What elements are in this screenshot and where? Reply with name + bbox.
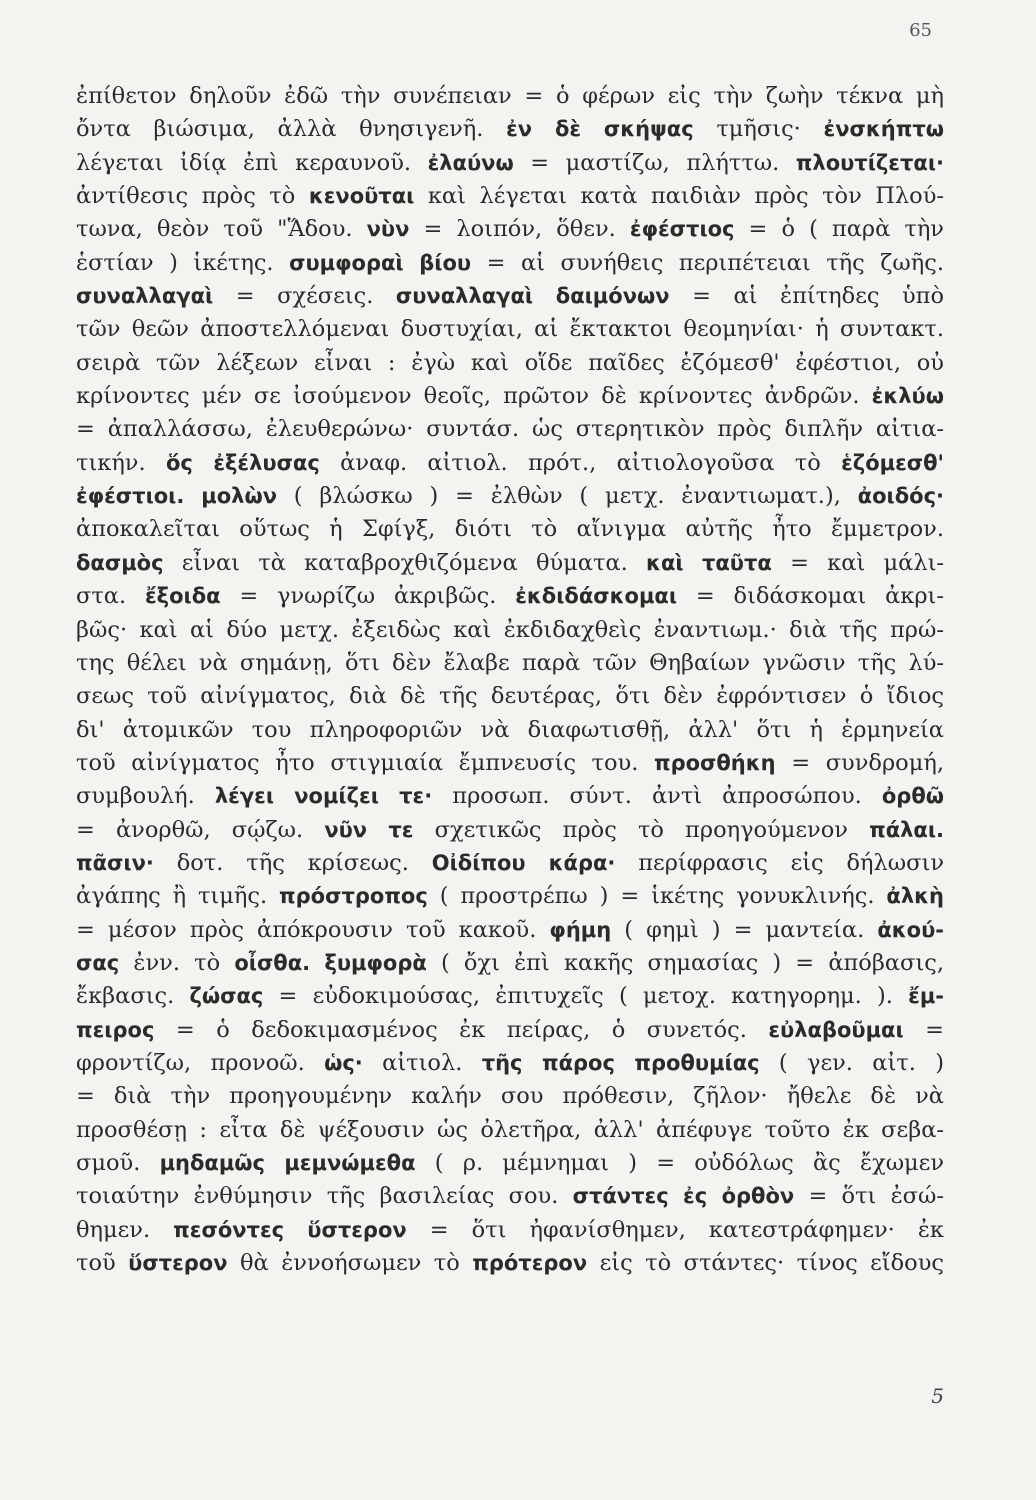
gloss-text: δι' ἀτομικῶν του πληροφοριῶν νὰ διαφωτισθῇ, ἀλλ' ὅτι ἡ ἑρμηνεία bbox=[76, 716, 944, 743]
headword: ὀρθῶ bbox=[881, 784, 944, 809]
gloss-text: = διδάσκομαι ἀκρι- bbox=[677, 583, 944, 610]
text-line bbox=[76, 1214, 944, 1247]
gloss-text: εἶναι τὰ καταβροχθιζόμενα θύματα. bbox=[163, 549, 647, 576]
text-line bbox=[76, 213, 944, 246]
text-line bbox=[76, 914, 944, 947]
gloss-text: = ὅτι ἠφανίσθημεν, κατεστράφημεν· ἐκ bbox=[406, 1216, 944, 1243]
headword: συμφοραὶ βίου bbox=[289, 250, 472, 275]
headword: ἐφέστιοι. μολὼν bbox=[76, 484, 278, 509]
gloss-text: τμῆσις· bbox=[693, 116, 824, 143]
gloss-text: ( προστρέπω ) = ἱκέτης γονυκλινής. bbox=[427, 883, 887, 910]
text-line bbox=[76, 1080, 944, 1113]
commentary-text bbox=[76, 80, 944, 1280]
gloss-text: = σχέσεις. bbox=[213, 283, 396, 310]
text-line bbox=[76, 347, 944, 380]
headword: σας bbox=[76, 950, 120, 975]
headword: ἐφέστιος bbox=[629, 217, 735, 242]
gloss-text: τοιαύτην ἐνθύμησιν τῆς βασιλείας σου. bbox=[76, 1183, 573, 1210]
gloss-text: λέγεται ἰδίᾳ ἐπὶ κεραυνοῦ. bbox=[76, 149, 428, 176]
gloss-text: της θέλει νὰ σημάνῃ, ὅτι δὲν ἔλαβε παρὰ τῶν Θηβαίων γνῶσιν τῆς λύ- bbox=[76, 649, 944, 676]
gloss-text: τοῦ αἰνίγματος ἦτο στιγμιαία ἔμπνευσίς του. bbox=[76, 749, 654, 776]
headword: πᾶσιν· bbox=[76, 850, 154, 875]
text-line bbox=[76, 1047, 944, 1080]
gloss-text: σμοῦ. bbox=[76, 1150, 160, 1176]
headword: προσθήκη bbox=[653, 750, 776, 775]
headword: λέγει νομίζει τε· bbox=[214, 784, 433, 809]
gloss-text: = αἱ ἐπίτηδες ὑπὸ bbox=[669, 283, 944, 310]
gloss-text: σχετικῶς πρὸς τὸ προηγούμενον bbox=[413, 816, 870, 843]
gloss-text: ἐνν. τὸ bbox=[119, 949, 235, 976]
gloss-text: = ὁ δεδοκιμασμένος ἐκ πείρας, ὁ συνετός. bbox=[154, 1016, 769, 1043]
headword: κενοῦται bbox=[308, 184, 415, 209]
headword: καὶ ταῦτα bbox=[646, 550, 772, 575]
gloss-text: = μέσον πρὸς ἀπόκρουσιν τοῦ κακοῦ. bbox=[76, 916, 550, 943]
text-line bbox=[76, 413, 944, 446]
text-line bbox=[76, 1180, 944, 1213]
gloss-text: ἀντίθεσις πρὸς τὸ bbox=[76, 183, 309, 210]
headword: ἔμ- bbox=[908, 984, 944, 1009]
headword: οἶσθα. ξυμφορὰ bbox=[234, 950, 427, 975]
gloss-text: = συνδρομή, bbox=[775, 749, 944, 776]
gloss-text: = γνωρίζω ἀκριβῶς. bbox=[220, 583, 516, 610]
headword: πεσόντες ὕστερον bbox=[173, 1217, 407, 1242]
gloss-text: τοῦ bbox=[76, 1250, 129, 1277]
gloss-text: ( ρ. μέμνημαι ) = οὐδόλως ἂς ἔχωμεν bbox=[415, 1150, 944, 1176]
text-line bbox=[76, 147, 944, 180]
headword: ἀλκὴ bbox=[886, 884, 944, 909]
gloss-text: = διὰ τὴν προηγουμένην καλήν σου πρόθεσιν, ζῆλον· ἤθελε δὲ νὰ bbox=[76, 1083, 944, 1110]
headword: πρόστροπος bbox=[279, 884, 428, 909]
gloss-text: εἰς τὸ στάντες· τίνος εἴδους bbox=[587, 1250, 944, 1277]
headword: ἐκλύω bbox=[871, 384, 944, 409]
gloss-text: = καὶ μάλι- bbox=[771, 549, 944, 576]
text-line bbox=[76, 680, 944, 713]
headword: εὐλαβοῦμαι bbox=[768, 1017, 904, 1042]
gloss-text: σεως τοῦ αἰνίγματος, διὰ δὲ τῆς δευτέρας, ὅτι δὲν ἐφρόντισεν ὁ ἴδιος bbox=[76, 683, 944, 710]
headword: πλουτίζεται· bbox=[795, 150, 944, 175]
gloss-text: προσθέσῃ : εἶτα δὲ ψέξουσιν ὡς ὀλετῆρα, ἀλλ' ἀπέφυγε τοῦτο ἐκ σεβα- bbox=[76, 1116, 944, 1143]
text-line bbox=[76, 547, 944, 580]
gloss-text: συμβουλή. bbox=[76, 783, 215, 810]
headword: ὅς ἐξέλυσας bbox=[165, 450, 320, 475]
text-line bbox=[76, 714, 944, 747]
headword: συναλλαγαὶ δαιμόνων bbox=[395, 284, 670, 309]
headword: ἐν δὲ σκήψας bbox=[506, 117, 694, 142]
gloss-text: καὶ λέγεται κατὰ παιδιὰν πρὸς τὸν Πλού- bbox=[414, 183, 944, 210]
text-line bbox=[76, 1247, 944, 1280]
gloss-text: θὰ ἐννοήσωμεν τὸ bbox=[227, 1250, 473, 1277]
headword: ἔξοιδα bbox=[144, 584, 221, 609]
gloss-text: στα. bbox=[76, 583, 145, 610]
text-line bbox=[76, 647, 944, 680]
gloss-text: αἰτιολ. bbox=[362, 1049, 482, 1076]
headword: δασμὸς bbox=[76, 550, 164, 575]
text-line bbox=[76, 614, 944, 647]
gloss-text: προσωπ. σύντ. ἀντὶ ἀπροσώπου. bbox=[432, 783, 882, 810]
text-line bbox=[76, 1114, 944, 1147]
gloss-text: = μαστίζω, πλήττω. bbox=[513, 149, 796, 176]
text-line bbox=[76, 780, 944, 813]
gloss-text: ἔκβασις. bbox=[76, 983, 190, 1010]
headword: μηδαμῶς μεμνώμεθα bbox=[159, 1151, 416, 1175]
headword: τῆς πάρος προθυμίας bbox=[481, 1050, 760, 1075]
text-line bbox=[76, 247, 944, 280]
gloss-text: = bbox=[903, 1016, 944, 1043]
gloss-text: ἀναφ. αἰτιολ. πρότ., αἰτιολογοῦσα τὸ bbox=[319, 449, 842, 476]
gloss-text: ὄντα βιώσιμα, ἀλλὰ θνησιγενῆ. bbox=[76, 116, 507, 143]
headword: ὕστερον bbox=[128, 1251, 228, 1276]
text-line bbox=[76, 180, 944, 213]
text-line bbox=[76, 113, 944, 146]
headword: ἐνσκήπτω bbox=[823, 117, 944, 142]
text-line bbox=[76, 80, 944, 113]
gloss-text: ( φημὶ ) = μαντεία. bbox=[611, 916, 878, 943]
headword: πάλαι. bbox=[869, 817, 944, 842]
gloss-text: περίφρασις εἰς δήλωσιν bbox=[615, 849, 944, 876]
text-line bbox=[76, 947, 944, 980]
text-line bbox=[76, 447, 944, 480]
gloss-text: βῶς· καὶ αἱ δύο μετχ. ἐξειδὼς καὶ ἐκδιδαχθεὶς ἐναντιωμ.· διὰ τῆς πρώ- bbox=[76, 616, 944, 643]
text-line bbox=[76, 280, 944, 313]
gloss-text: ἑστίαν ) ἱκέτης. bbox=[76, 249, 290, 276]
text-line bbox=[76, 1014, 944, 1047]
headword: ἑζόμεσθ' bbox=[841, 450, 944, 475]
gloss-text: σειρὰ τῶν λέξεων εἶναι : ἐγὼ καὶ οἵδε παῖδες ἑζόμεσθ' ἐφέστιοι, οὐ bbox=[76, 349, 944, 376]
headword: νὺν bbox=[366, 217, 410, 242]
gloss-text: = ὁ ( παρὰ τὴν bbox=[734, 216, 944, 243]
gloss-text: κρίνοντες μέν σε ἰσούμενον θεοῖς, πρῶτον δὲ κρίνοντες ἀνδρῶν. bbox=[76, 383, 872, 410]
headword: ἀοιδός· bbox=[857, 484, 944, 509]
text-line bbox=[76, 580, 944, 613]
gloss-text: τωνα, θεὸν τοῦ "Ἅδου. bbox=[76, 216, 367, 243]
gloss-text: ἐπίθετον δηλοῦν ἐδῶ τὴν συνέπειαν = ὁ φέρων εἰς τὴν ζωὴν τέκνα μὴ bbox=[76, 83, 944, 109]
headword: φήμη bbox=[549, 917, 612, 942]
gloss-text: = αἱ συνήθεις περιπέτειαι τῆς ζωῆς. bbox=[471, 249, 944, 276]
headword: ἐκδιδάσκομαι bbox=[515, 584, 678, 609]
headword: πειρος bbox=[76, 1017, 155, 1042]
headword: ἀκού- bbox=[877, 917, 944, 942]
headword: ζώσας bbox=[189, 984, 264, 1009]
gloss-text: ἀποκαλεῖται οὕτως ἡ Σφίγξ, διότι τὸ αἴνιγμα αὐτῆς ἦτο ἔμμετρον. bbox=[76, 516, 944, 543]
gloss-text: φροντίζω, προνοῶ. bbox=[76, 1049, 325, 1076]
text-line bbox=[76, 513, 944, 546]
text-line bbox=[76, 814, 944, 847]
headword: στάντες ἐς ὀρθὸν bbox=[572, 1184, 795, 1209]
gloss-text: ( βλώσκω ) = ἐλθὼν ( μετχ. ἐναντιωματ.), bbox=[277, 483, 858, 510]
headword: Οἰδίπου κάρα· bbox=[431, 850, 616, 875]
headword: συναλλαγαὶ bbox=[76, 284, 214, 309]
gloss-text: τικήν. bbox=[76, 449, 166, 476]
gloss-text: = ἀνορθῶ, σῴζω. bbox=[76, 816, 325, 843]
gloss-text: = λοιπόν, ὅθεν. bbox=[409, 216, 630, 243]
text-line bbox=[76, 480, 944, 513]
gloss-text: = εὐδοκιμούσας, ἐπιτυχεῖς ( μετοχ. κατηγορημ. ). bbox=[263, 983, 909, 1010]
gloss-text: = ἀπαλλάσσω, ἐλευθερώνω· συντάσ. ὡς στερητικὸν πρὸς διπλῆν αἰτια- bbox=[76, 416, 944, 443]
gloss-text: δοτ. τῆς κρίσεως. bbox=[153, 849, 432, 876]
gloss-text: ( ὄχι ἐπὶ κακῆς σημασίας ) = ἀπόβασις, bbox=[426, 949, 944, 976]
gloss-text: ἀγάπης ἢ τιμῆς. bbox=[76, 883, 280, 910]
headword: νῦν τε bbox=[324, 817, 414, 842]
headword: ὡς· bbox=[324, 1050, 363, 1075]
text-line bbox=[76, 847, 944, 880]
signature-mark: 5 bbox=[931, 1384, 944, 1408]
gloss-text: ( γεν. αἰτ. ) bbox=[759, 1049, 944, 1076]
text-line bbox=[76, 313, 944, 346]
headword: πρότερον bbox=[472, 1251, 588, 1276]
text-line bbox=[76, 747, 944, 780]
text-line bbox=[76, 1147, 944, 1180]
gloss-text: θημεν. bbox=[76, 1216, 174, 1243]
text-line bbox=[76, 880, 944, 913]
text-line bbox=[76, 980, 944, 1013]
page-number: 65 bbox=[909, 20, 932, 41]
text-line bbox=[76, 380, 944, 413]
headword: ἐλαύνω bbox=[427, 150, 514, 175]
gloss-text: τῶν θεῶν ἀποστελλόμεναι δυστυχίαι, αἱ ἔκτακτοι θεομηνίαι· ἡ συντακτ. bbox=[76, 316, 944, 343]
gloss-text: = ὅτι ἐσώ- bbox=[794, 1183, 944, 1210]
